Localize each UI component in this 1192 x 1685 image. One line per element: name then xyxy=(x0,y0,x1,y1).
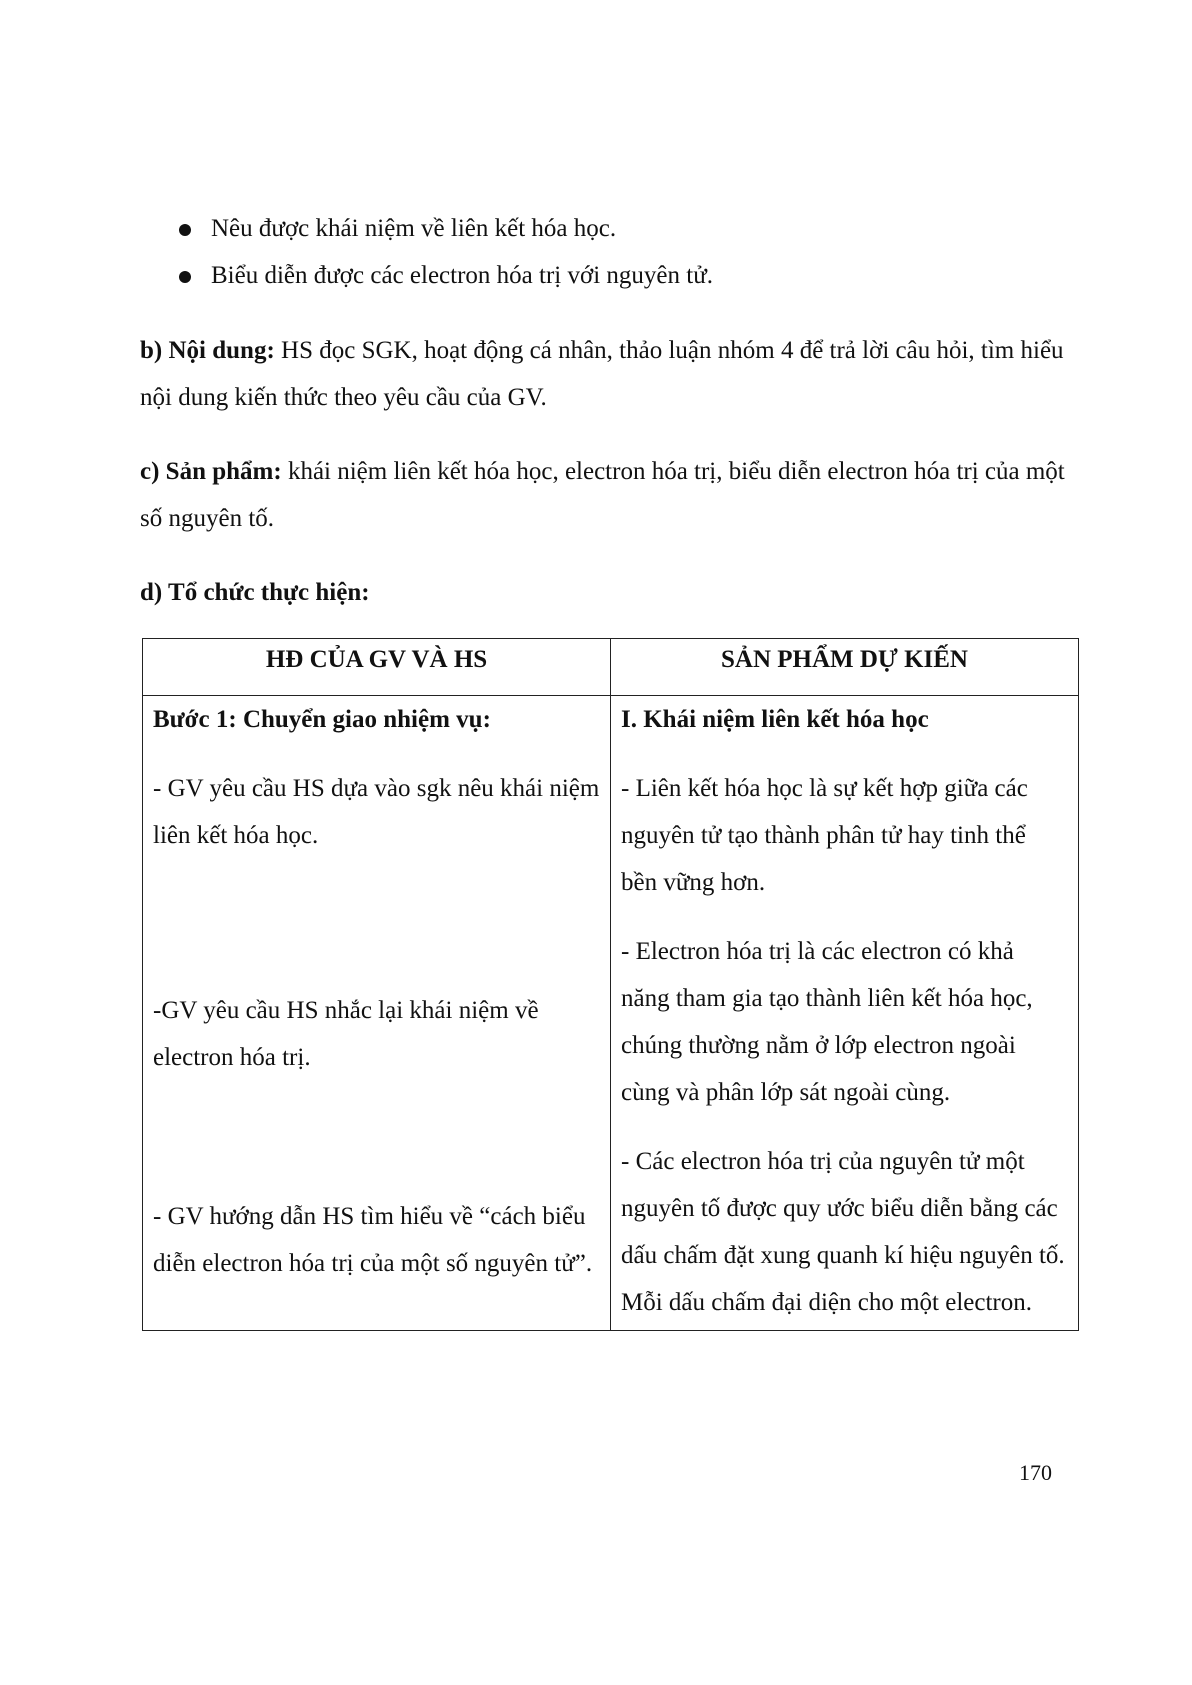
organization-label: d) Tổ chức thực hiện: xyxy=(140,579,370,606)
left-item: - GV hướng dẫn HS tìm hiểu về “cách biểu diễn electron hóa trị của một số nguyên tử”. xyxy=(153,1203,593,1277)
bullet-dot-icon xyxy=(179,224,191,236)
header-activity: HĐ CỦA GV VÀ HS xyxy=(143,639,611,696)
activity-table xyxy=(142,638,1079,1331)
left-item: -GV yêu cầu HS nhắc lại khái niệm về electron hóa trị. xyxy=(153,997,539,1071)
product-text: khái niệm liên kết hóa học, electron hóa trị, biểu diễn electron hóa trị của một số nguyên tố. xyxy=(140,458,1065,532)
objectives-list xyxy=(175,205,713,299)
organization-heading xyxy=(140,569,1080,616)
header-expected-product: SẢN PHẨM DỰ KIẾN xyxy=(611,639,1079,696)
content-paragraph xyxy=(140,327,1080,421)
bullet-dot-icon xyxy=(179,271,191,283)
step-title: Bước 1: Chuyển giao nhiệm vụ: xyxy=(153,706,491,733)
teacher-student-activity-cell xyxy=(143,696,611,1331)
page-number: 170 xyxy=(1019,1460,1052,1485)
section-title: I. Khái niệm liên kết hóa học xyxy=(621,706,929,733)
table-header-row xyxy=(143,639,1079,696)
right-item: - Các electron hóa trị của nguyên tử một nguyên tố được quy ước biểu diễn bằng các dấu chấm đặt xung quanh kí hiệu nguyên tố. Mỗi dấu chấm đại diện cho một electron. xyxy=(621,1148,1065,1316)
objective-text: Biểu diễn được các electron hóa trị với nguyên tử. xyxy=(211,262,713,289)
right-item: - Liên kết hóa học là sự kết hợp giữa các nguyên tử tạo thành phân tử hay tinh thể bền vững hơn. xyxy=(621,775,1028,896)
content-text: HS đọc SGK, hoạt động cá nhân, thảo luận nhóm 4 để trả lời câu hỏi, tìm hiểu nội dung kiến thức theo yêu cầu của GV. xyxy=(140,337,1064,411)
expected-product-cell xyxy=(611,696,1079,1331)
right-item: - Electron hóa trị là các electron có khả năng tham gia tạo thành liên kết hóa học, chúng thường nằm ở lớp electron ngoài cùng và phân lớp sát ngoài cùng. xyxy=(621,938,1033,1106)
product-paragraph xyxy=(140,448,1080,542)
objective-item xyxy=(175,252,713,299)
objective-item xyxy=(175,205,713,252)
left-item: - GV yêu cầu HS dựa vào sgk nêu khái niệm liên kết hóa học. xyxy=(153,775,600,849)
table-row xyxy=(143,696,1079,1331)
objective-text: Nêu được khái niệm về liên kết hóa học. xyxy=(211,215,617,242)
content-label: b) Nội dung: xyxy=(140,337,275,364)
product-label: c) Sản phẩm: xyxy=(140,458,282,485)
